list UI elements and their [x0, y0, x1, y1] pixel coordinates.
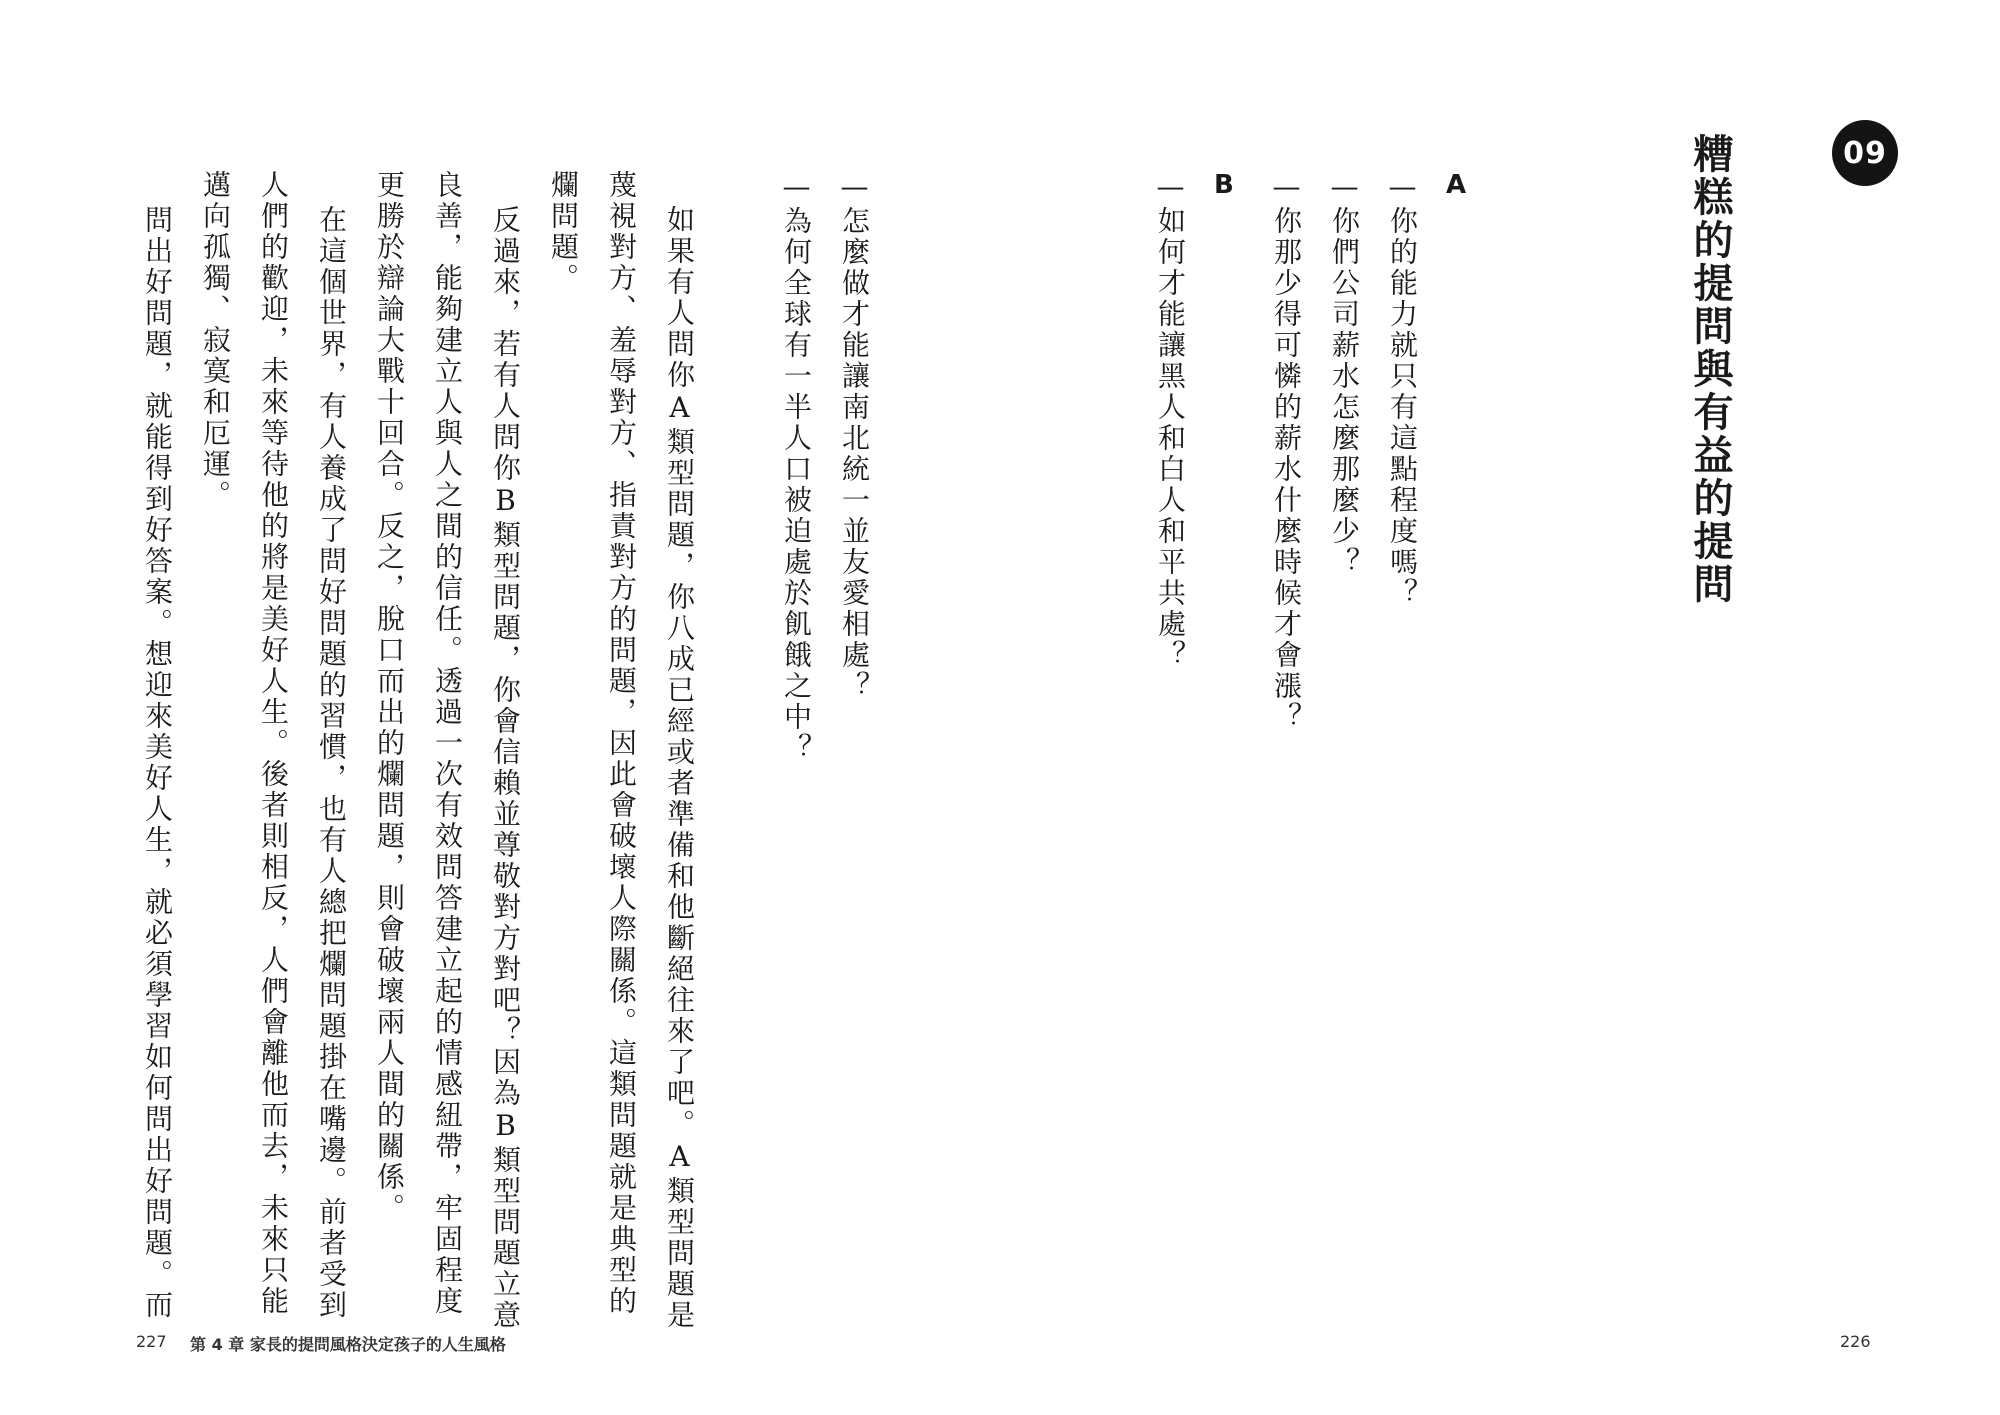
- body-line: 問出好問題，就能得到好答案。想迎來美好人生，就必須學習如何問出好問題。而: [141, 205, 174, 1321]
- section-b-label: B: [1214, 170, 1234, 200]
- page-number-left: 227: [136, 1332, 167, 1351]
- body-line: 人們的歡迎，未來等待他的將是美好人生。後者則相反，人們會離他而去，未來只能: [257, 170, 290, 1317]
- section-title: 糟糕的提問與有益的提問: [1687, 133, 1734, 606]
- question-a-1: —你的能力就只有這點程度嗎？: [1386, 170, 1419, 609]
- question-b-3: —為何全球有一半人口被迫處於飢餓之中？: [780, 170, 813, 764]
- chapter-number-badge: 09: [1832, 120, 1898, 186]
- body-line: 爛問題。: [547, 170, 580, 294]
- question-b-2: —怎麼做才能讓南北統一並友愛相處？: [838, 170, 871, 702]
- question-a-2: —你們公司薪水怎麼那麼少？: [1328, 170, 1361, 578]
- body-line: 如果有人問你A類型問題，你八成已經或者準備和他斷絕往來了吧。A類型問題是: [663, 205, 696, 1331]
- body-line: 良善，能夠建立人與人之間的信任。透過一次有效問答建立起的情感紐帶，牢固程度: [431, 170, 464, 1317]
- page-number-right: 226: [1840, 1332, 1871, 1351]
- running-head: 第 4 章 家長的提問風格決定孩子的人生風格: [190, 1335, 506, 1354]
- question-a-3: —你那少得可憐的薪水什麼時候才會漲？: [1270, 170, 1303, 733]
- section-a-label: A: [1446, 170, 1467, 200]
- question-b-1: —如何才能讓黑人和白人和平共處？: [1154, 170, 1187, 671]
- body-line: 邁向孤獨、寂寞和厄運。: [199, 170, 232, 511]
- body-line: 更勝於辯論大戰十回合。反之，脫口而出的爛問題，則會破壞兩人間的關係。: [373, 170, 406, 1224]
- body-line: 在這個世界，有人養成了問好問題的習慣，也有人總把爛問題掛在嘴邊。前者受到: [315, 205, 348, 1321]
- body-line: 蔑視對方、羞辱對方、指責對方的問題，因此會破壞人際關係。這類問題就是典型的: [605, 170, 638, 1317]
- body-line: 反過來，若有人問你B類型問題，你會信賴並尊敬對方對吧？因為B類型問題立意: [489, 205, 522, 1331]
